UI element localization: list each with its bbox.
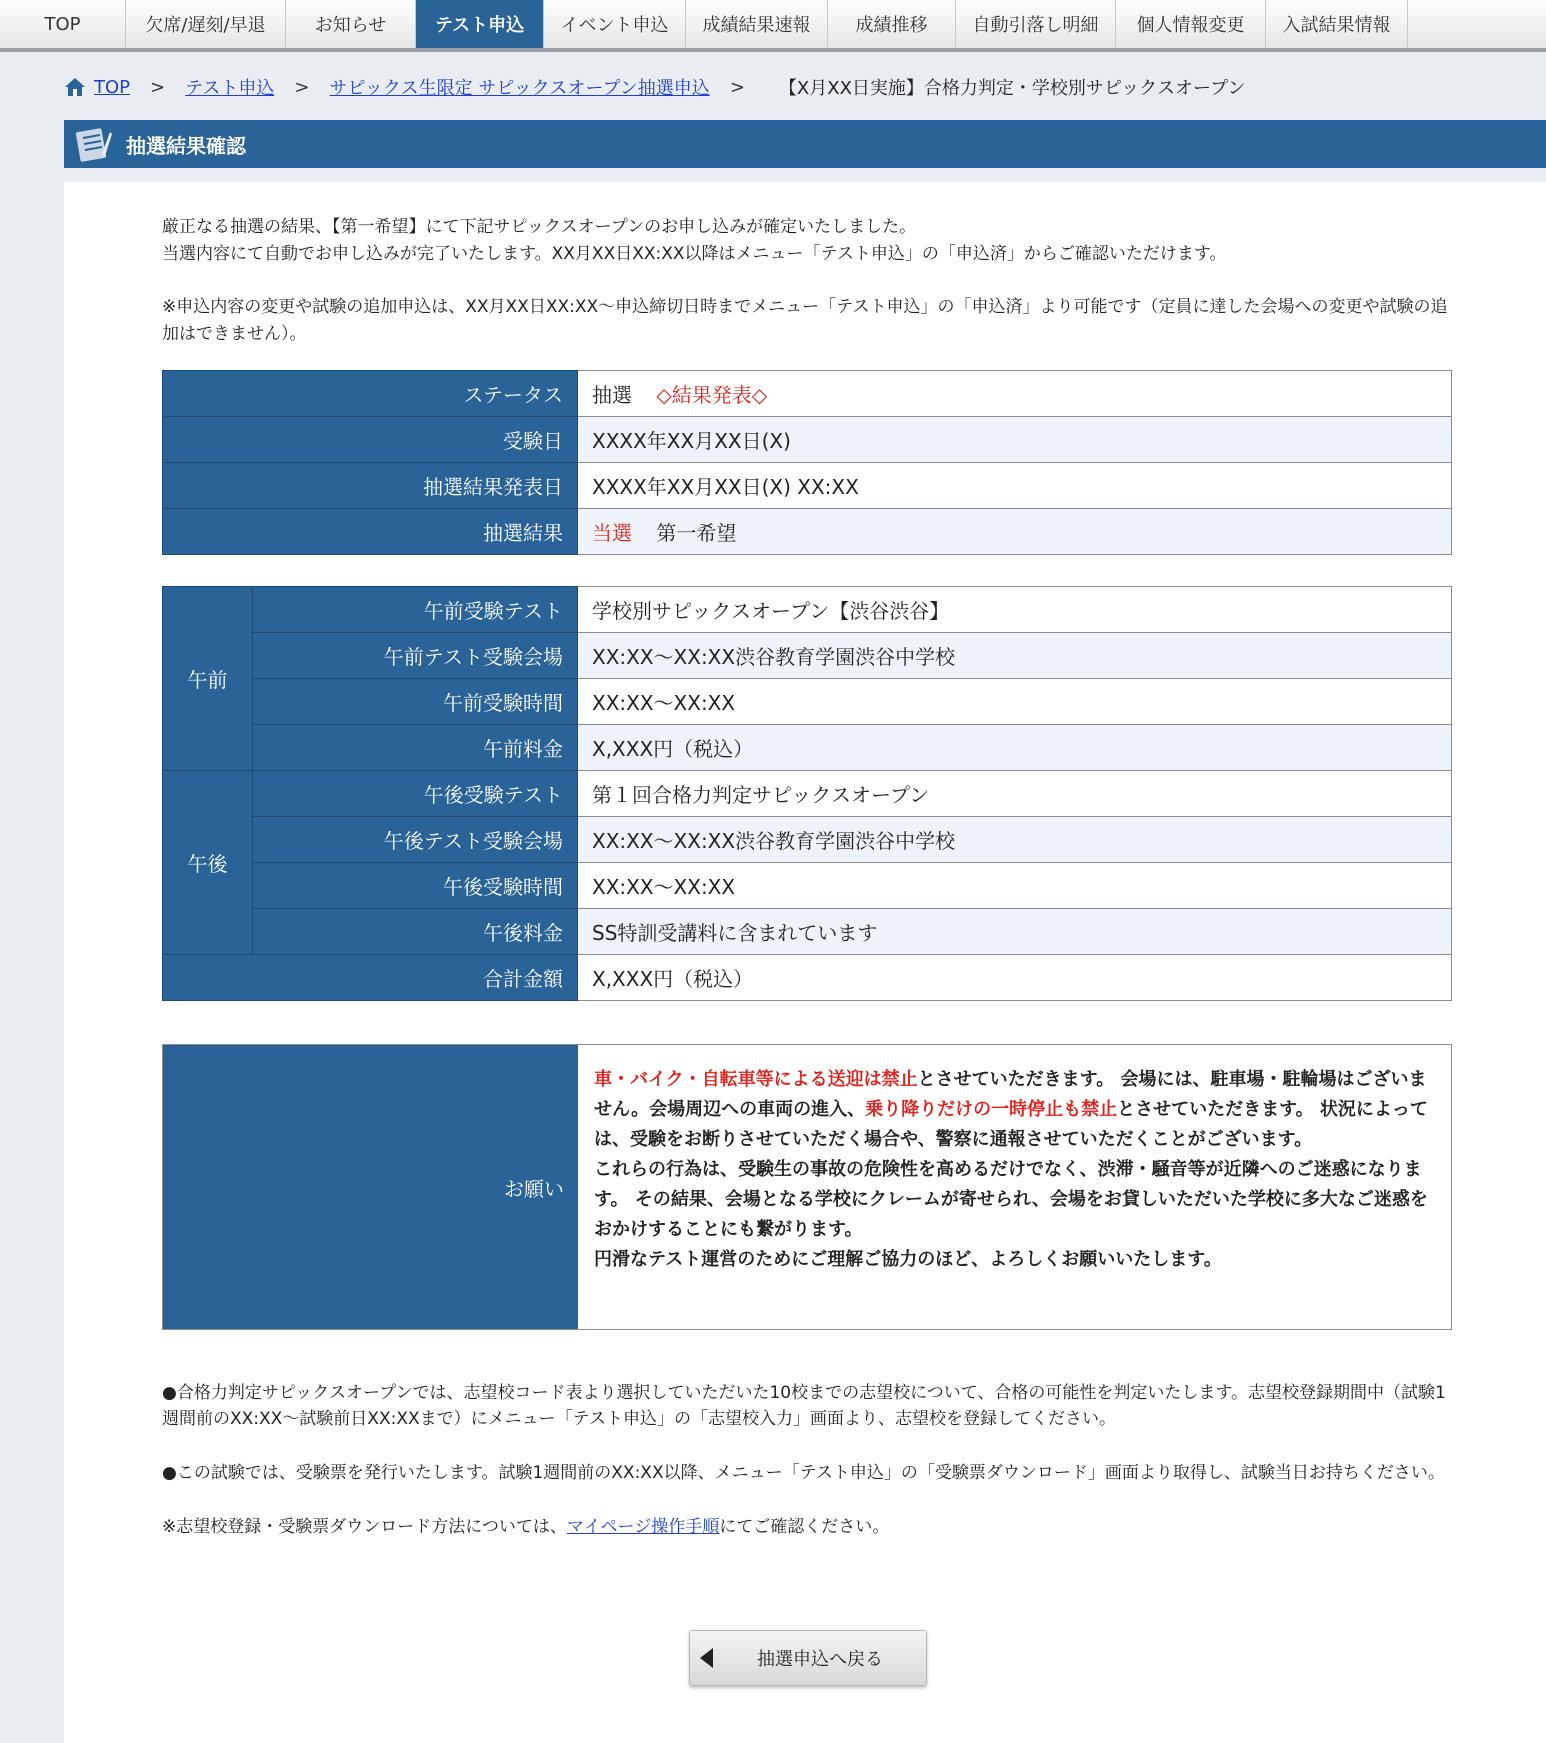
status-value: 抽選 <box>592 383 632 407</box>
table-row <box>163 371 1452 417</box>
am-time-label: 午前受験時間 <box>253 679 578 725</box>
section-header <box>64 120 1546 168</box>
breadcrumb-current: 【X月XX日実施】合格力判定・学校別サピックスオープン <box>778 78 1246 99</box>
footnote-3 <box>162 1514 1462 1540</box>
notice-text-1: とさせていただきます。 会場には、駐車場・駐輪場はございません。会場周辺への車両の進入、 <box>594 1069 1427 1120</box>
notice-text-2: とさせていただきます。 状況によっては、受験をお断りさせていただく場合や、警察に通報させていただくことがございます。 <box>594 1099 1428 1150</box>
tab-score-trend[interactable]: 成績推移 <box>828 0 956 48</box>
lottery-result-label: 抽選結果 <box>163 509 578 555</box>
footnotes <box>162 1380 1462 1568</box>
tab-absence[interactable]: 欠席/遅刻/早退 <box>126 0 286 48</box>
exam-date-value: XXXX年XX月XX日(X) <box>578 417 1452 463</box>
table-row <box>163 633 1452 679</box>
tab-news[interactable]: お知らせ <box>286 0 416 48</box>
notice-red-2: 乗り降りだけの一時停止も禁止 <box>865 1099 1118 1120</box>
footnote-1: ●合格力判定サピックスオープンでは、志望校コード表より選択していただいた10校までの志望校について、合格の可能性を判定いたします。志望校登録期間中（試験1週間前のXX:XX～試験前日XX:XXまで）にメニュー「テスト申込」の「志望校入力」画面より、志望校を登録してください。 <box>162 1383 1446 1429</box>
notice-body <box>578 1045 1451 1329</box>
lottery-result-value: 当選 <box>592 521 632 545</box>
detail-table <box>162 586 1452 1001</box>
intro-line-2: 当選内容にて自動でお申し込みが完了いたします。XX月XX日XX:XX以降はメニュー「テスト申込」の「申込済」からご確認いただけます。 <box>162 244 1227 264</box>
table-row <box>163 587 1452 633</box>
footnote-2: ●この試験では、受験票を発行いたします。試験1週間前のXX:XX以降、メニュー「テスト申込」の「受験票ダウンロード」画面より取得し、試験当日お持ちください。 <box>162 1463 1445 1483</box>
footnote-3-prefix: ※志望校登録・受験票ダウンロード方法については、 <box>162 1517 567 1537</box>
am-group-label: 午前 <box>163 587 253 771</box>
notice-red-1: 車・バイク・自転車等による送迎は禁止 <box>594 1069 918 1090</box>
tab-event-apply[interactable]: イベント申込 <box>544 0 686 48</box>
am-venue-label: 午前テスト受験会場 <box>253 633 578 679</box>
tab-test-apply[interactable]: テスト申込 <box>416 0 544 48</box>
breadcrumb-lottery-link[interactable]: サピックス生限定 サピックスオープン抽選申込 <box>329 78 710 99</box>
content-panel <box>64 182 1546 1743</box>
am-time-value: XX:XX～XX:XX <box>578 679 1452 725</box>
table-row <box>163 863 1452 909</box>
table-row <box>163 509 1452 555</box>
breadcrumb <box>64 72 1245 102</box>
tab-entrance-results[interactable]: 入試結果情報 <box>1266 0 1408 48</box>
pm-venue-label: 午後テスト受験会場 <box>253 817 578 863</box>
table-row <box>163 725 1452 771</box>
intro-text <box>162 214 1462 268</box>
total-label: 合計金額 <box>163 955 578 1001</box>
page-title: 抽選結果確認 <box>126 133 246 158</box>
table-row <box>163 817 1452 863</box>
pm-fee-label: 午後料金 <box>253 909 578 955</box>
breadcrumb-separator: > <box>150 76 166 98</box>
status-badge: ◇結果発表◇ <box>656 383 768 407</box>
table-row <box>163 463 1452 509</box>
am-test-label: 午前受験テスト <box>253 587 578 633</box>
notice-text-4: 円滑なテスト運営のためにご理解ご協力のほど、よろしくお願いいたします。 <box>594 1249 1222 1270</box>
tab-top[interactable]: TOP <box>0 0 126 48</box>
breadcrumb-separator: > <box>294 76 310 98</box>
breadcrumb-separator: > <box>729 76 745 98</box>
breadcrumb-test-apply-link[interactable]: テスト申込 <box>185 78 275 99</box>
lottery-result-choice: 第一希望 <box>656 521 737 545</box>
announce-date-value: XXXX年XX月XX日(X) XX:XX <box>578 463 1452 509</box>
lottery-result-cell <box>578 509 1452 555</box>
intro-line-1: 厳正なる抽選の結果、【第一希望】にて下記サピックスオープンのお申し込みが確定いたしました。 <box>162 217 917 237</box>
pm-time-value: XX:XX～XX:XX <box>578 863 1452 909</box>
top-nav <box>0 0 1546 52</box>
back-button-label: 抽選申込へ戻る <box>757 1649 883 1670</box>
am-venue-value: XX:XX～XX:XX渋谷教育学園渋谷中学校 <box>578 633 1452 679</box>
am-test-value: 学校別サピックスオープン【渋谷渋谷】 <box>578 587 1452 633</box>
pm-test-value: 第１回合格力判定サピックスオープン <box>578 771 1452 817</box>
table-row <box>163 771 1452 817</box>
pm-fee-value: SS特訓受講料に含まれています <box>578 909 1452 955</box>
change-note: ※申込内容の変更や試験の追加申込は、XX月XX日XX:XX～申込締切日時までメニュー「テスト申込」の「申込済」より可能です（定員に達した会場への変更や試験の追加はできません）。 <box>162 297 1448 344</box>
breadcrumb-top-link[interactable]: TOP <box>94 76 131 98</box>
back-to-lottery-button[interactable] <box>689 1630 927 1686</box>
back-arrow-icon <box>700 1648 713 1668</box>
status-cell <box>578 371 1452 417</box>
table-row <box>163 417 1452 463</box>
pm-test-label: 午後受験テスト <box>253 771 578 817</box>
pm-time-label: 午後受験時間 <box>253 863 578 909</box>
am-fee-value: X,XXX円（税込） <box>578 725 1452 771</box>
tab-score-report[interactable]: 成績結果速報 <box>686 0 828 48</box>
table-row <box>163 909 1452 955</box>
table-row <box>163 955 1452 1001</box>
am-fee-label: 午前料金 <box>253 725 578 771</box>
pm-venue-value: XX:XX～XX:XX渋谷教育学園渋谷中学校 <box>578 817 1452 863</box>
total-value: X,XXX円（税込） <box>578 955 1452 1001</box>
notice-box <box>162 1044 1452 1330</box>
exam-date-label: 受験日 <box>163 417 578 463</box>
home-icon[interactable] <box>64 76 86 98</box>
status-table <box>162 370 1452 555</box>
manual-link[interactable]: マイページ操作手順 <box>566 1517 720 1537</box>
announce-date-label: 抽選結果発表日 <box>163 463 578 509</box>
pm-group-label: 午後 <box>163 771 253 955</box>
notepad-icon <box>64 120 120 168</box>
status-label: ステータス <box>163 371 578 417</box>
notice-text-3: これらの行為は、受験生の事故の危険性を高めるだけでなく、渋滞・騒音等が近隣へのご迷惑になります。 その結果、会場となる学校にクレームが寄せられ、会場をお貸しいただいた学校に多大なご迷惑をおかけすることにも繋がります。 <box>594 1159 1428 1240</box>
notice-label: お願い <box>163 1045 578 1329</box>
footnote-3-suffix: にてご確認ください。 <box>719 1517 890 1537</box>
tab-debit-detail[interactable]: 自動引落し明細 <box>956 0 1116 48</box>
tab-profile-change[interactable]: 個人情報変更 <box>1116 0 1266 48</box>
table-row <box>163 679 1452 725</box>
